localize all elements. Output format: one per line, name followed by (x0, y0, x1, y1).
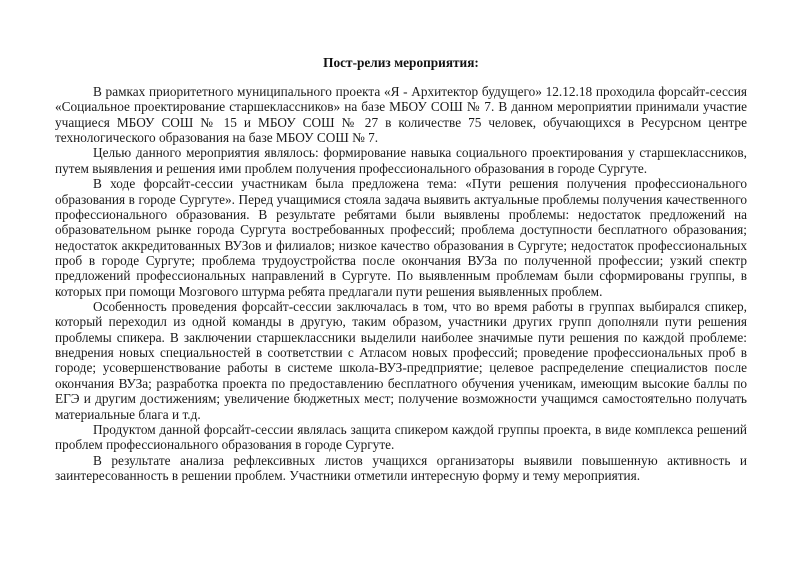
paragraph-intro: В рамках приоритетного муниципального проекта «Я - Архитектор будущего» 12.12.18 проходила форсайт-сессия «Социальное проектирование старшеклассников» на базе МБОУ СОШ № 7. В данном мероприятии принимали участие учащиеся МБОУ СОШ № 15 и МБОУ СОШ № 27 в количестве 75 человек, обучающихся в Ресурсном центре технологического образования на базе МБОУ СОШ № 7. (55, 84, 747, 146)
paragraph-topic-problems: В ходе форсайт-сессии участникам была предложена тема: «Пути решения получения профессионального образования в городе Сургуте». Перед учащимися стояла задача выявить актуальные проблемы получения качественного профессионального образования. В результате ребятами были выявлены проблемы: недостаток предложений на образовательном рынке города Сургута востребованных профессий; проблема доступности бесплатного образования; недостаток аккредитованных ВУЗов и филиалов; низкое качество образования в Сургуте; недостаток профессиональных проб в городе Сургуте; проблема трудоустройства после окончания ВУЗа по полученной профессии; узкий спектр предложений профессиональных направлений в Сургуте. По выявленным проблемам были сформированы группы, в которых при помощи Мозгового штурма ребята предлагали пути решения выявленных проблем. (55, 176, 747, 299)
document-body (55, 84, 747, 483)
paragraph-results: В результате анализа рефлексивных листов учащихся организаторы выявили повышенную активность и заинтересованность в решении проблем. Участники отметили интересную форму и тему мероприятия. (55, 452, 747, 483)
paragraph-product: Продуктом данной форсайт-сессии являлась защита спикером каждой группы проекта, в виде комплекса решений проблем профессионального образования в городе Сургуте. (55, 421, 747, 453)
document-title: Пост-релиз мероприятия: (323, 55, 479, 70)
paragraph-session-features: Особенность проведения форсайт-сессии заключалась в том, что во время работы в группах выбирался спикер, который переходил из одной команды в другую, таким образом, участники других групп дополняли пути решения проблемы спикера. В заключении старшеклассники выделили наиболее значимые пути решения по каждой проблеме: внедрения новых специальностей в соответствии с Атласом новых профессий; проведение профессиональных проб в городе; усовершенствование работы в системе школа-ВУЗ-предприятие; целевое распределение специалистов после окончания ВУЗа; разработка проекта по предоставлению бесплатного обучения ученикам, имеющим высокие баллы по ЕГЭ и другим достижениям; увеличение бюджетных мест; получение возможности учащимся самостоятельно получать материальные блага и т.д. (55, 299, 747, 422)
paragraph-goal: Целью данного мероприятия являлось: формирование навыка социального проектирования у старшеклассников, путем выявления и решения ими проблем получения профессионального образования в городе Сургуте. (55, 145, 747, 176)
